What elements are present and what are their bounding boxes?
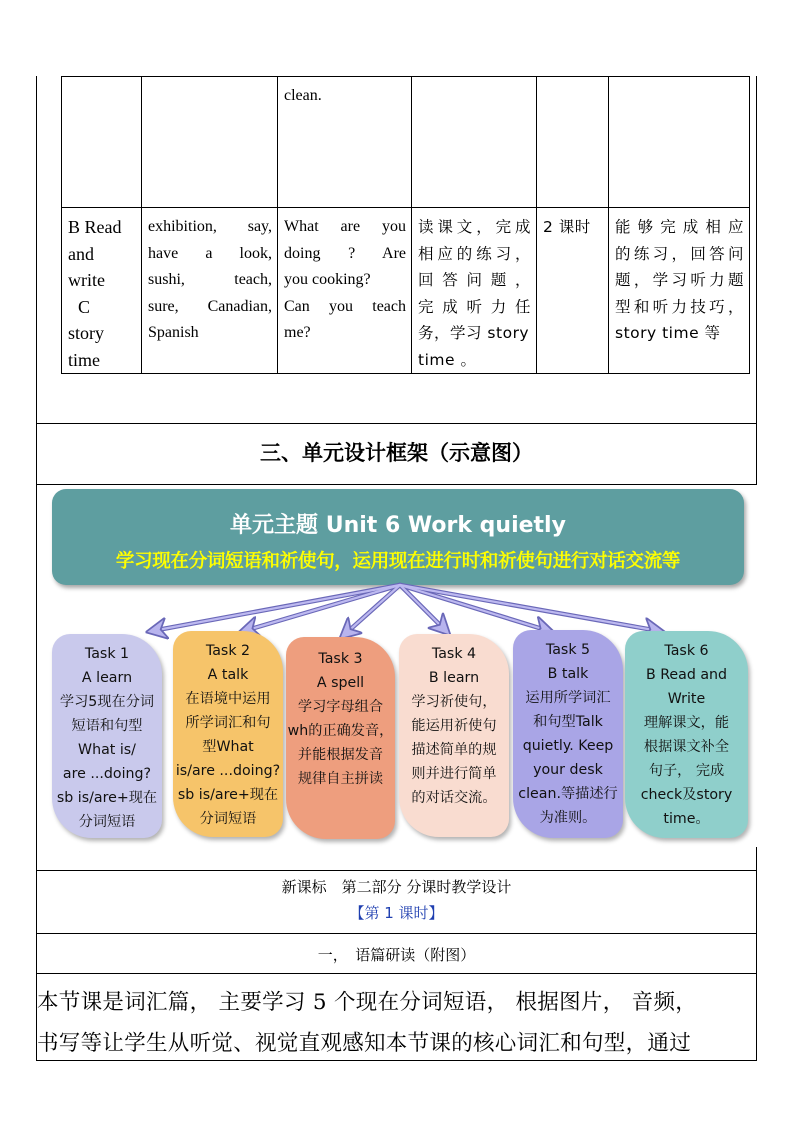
cell: [412, 77, 537, 208]
cell-line: and: [68, 243, 94, 264]
cell: [537, 77, 609, 208]
task-line: A spell: [316, 675, 365, 691]
cell-line: 回答问题，: [418, 271, 531, 289]
task-card-6: [625, 631, 748, 838]
cell-line: time: [68, 349, 100, 370]
task-line: A talk: [207, 667, 249, 683]
cell: [278, 77, 412, 208]
cell-line: 务，学习 story: [418, 324, 530, 342]
cell-line: 相应的练习，: [418, 244, 531, 263]
task-line: 根据课文补全: [643, 739, 730, 755]
cell-line: story time 等: [615, 324, 721, 342]
task-card-5: [513, 630, 623, 838]
task-line: 在语境中运用: [185, 691, 271, 707]
section-title: 三、单元设计框架（示意图）: [260, 441, 533, 465]
cell-line: 题，学习听力题: [615, 271, 744, 289]
cell-line: sure, Canadian,: [148, 297, 272, 315]
task-line: 学习祈使句，: [411, 694, 497, 710]
task-line: 描述简单的规: [411, 742, 497, 758]
task-line: 学习5现在分词: [59, 694, 155, 710]
task-line: 为准则。: [539, 810, 597, 826]
body-line: 本节课是词汇篇， 主要学习 5 个现在分词短语， 根据图片， 音频，: [37, 990, 698, 1015]
task-card-4: [399, 634, 509, 837]
diagram-subtitle: 学习现在分词短语和祈使句，运用现在进行时和祈使句进行对话交流等: [115, 551, 681, 572]
task-line: Task 1: [84, 646, 130, 662]
cell-vocabulary: [142, 208, 278, 374]
cell-activities: [412, 208, 537, 374]
task-line: wh的正确发音，: [287, 723, 394, 739]
task-line: B talk: [547, 666, 589, 682]
task-card-3: [286, 637, 395, 839]
cell-line: story: [68, 323, 104, 343]
cell-line: have a look,: [148, 244, 272, 262]
table-row: [62, 77, 750, 208]
task-line: Task 4: [431, 646, 477, 662]
task-line: is/are ...doing?: [175, 763, 281, 779]
cell-line: 能够完成相应: [615, 218, 744, 236]
cell-line: 读课文，完成: [418, 218, 531, 236]
cell-section: [62, 208, 142, 374]
cell-line: you cooking?: [284, 271, 371, 288]
cell-line: Spanish: [148, 324, 199, 341]
task-line: 句子， 完成: [648, 763, 725, 779]
cell-line: exhibition, say,: [148, 218, 272, 235]
task-line: A learn: [81, 670, 133, 686]
cell-line: 完成听力任: [418, 297, 531, 316]
task-line: 则并进行简单: [411, 766, 497, 782]
cell-line: me?: [284, 324, 311, 341]
task-line: check及story: [640, 787, 733, 803]
lesson-number: 【第 1 课时】: [349, 904, 444, 922]
cell-goals: [609, 208, 750, 374]
task-line: Task 3: [318, 651, 363, 667]
cell-line: doing ? Are: [284, 244, 406, 262]
task-card-1: [52, 634, 162, 838]
table-row: [62, 208, 750, 374]
task-line: 所学词汇和句: [185, 715, 271, 731]
task-line: time。: [663, 811, 710, 827]
body-line: 书写等让学生从听觉、视觉直观感知本节课的核心词汇和句型，通过: [37, 1031, 692, 1056]
cell-line: 的练习，回答问: [615, 244, 744, 263]
cell-line: What are you: [284, 218, 406, 235]
cell-line: B Read: [68, 217, 122, 237]
task-line: 分词短语: [199, 811, 257, 827]
task-line: 型What: [202, 739, 254, 755]
task-line: 规律自主拼读: [297, 771, 384, 787]
task-line: What is/: [78, 742, 136, 758]
lesson-table: [61, 76, 750, 374]
cell-line: 2 课时: [543, 218, 591, 236]
cell-line: C: [78, 296, 91, 317]
cell: [142, 77, 278, 208]
task-line: B learn: [428, 670, 480, 686]
task-line: 的对话交流。: [411, 790, 497, 806]
task-line: are ...doing?: [62, 766, 152, 782]
cell-line: write: [68, 270, 105, 290]
task-line: 能运用祈使句: [411, 718, 497, 734]
task-line: sb is/are+现在: [56, 790, 158, 806]
task-line: 运用所学词汇: [525, 690, 611, 706]
task-line: quietly. Keep: [522, 738, 614, 754]
diagram-title: 单元主题 Unit 6 Work quietly: [230, 513, 566, 538]
cell-hours: [537, 208, 609, 374]
cell-sentences: [278, 208, 412, 374]
task-card-2: [173, 631, 283, 837]
unit-design-diagram: [44, 485, 757, 847]
task-line: 学习字母组合: [297, 699, 384, 715]
task-line: Task 6: [664, 643, 709, 659]
subheading: 一， 语篇研读（附图）: [317, 946, 476, 964]
task-line: Task 2: [205, 643, 251, 659]
cell-line: sushi, teach,: [148, 271, 272, 288]
task-line: your desk: [533, 762, 603, 778]
task-line: 分词短语: [78, 814, 136, 830]
task-line: B Read and: [645, 667, 728, 683]
task-line: 和句型Talk: [533, 714, 603, 730]
task-line: sb is/are+现在: [177, 787, 279, 803]
cell-line: 型和听力技巧，: [615, 297, 744, 316]
cell: [62, 77, 142, 208]
task-line: Write: [667, 691, 706, 707]
task-line: Task 5: [545, 642, 591, 658]
task-line: clean.等描述行: [518, 786, 618, 802]
task-line: 短语和句型: [71, 718, 143, 734]
task-line: 并能根据发音: [297, 747, 384, 763]
cell-line: clean.: [284, 87, 322, 104]
cell: [609, 77, 750, 208]
lesson-heading: 新课标 第二部分 分课时教学设计: [281, 878, 512, 896]
cell-line: Can you teach: [284, 297, 406, 315]
cell-line: time 。: [418, 350, 477, 369]
task-line: 理解课文，能: [643, 715, 730, 731]
